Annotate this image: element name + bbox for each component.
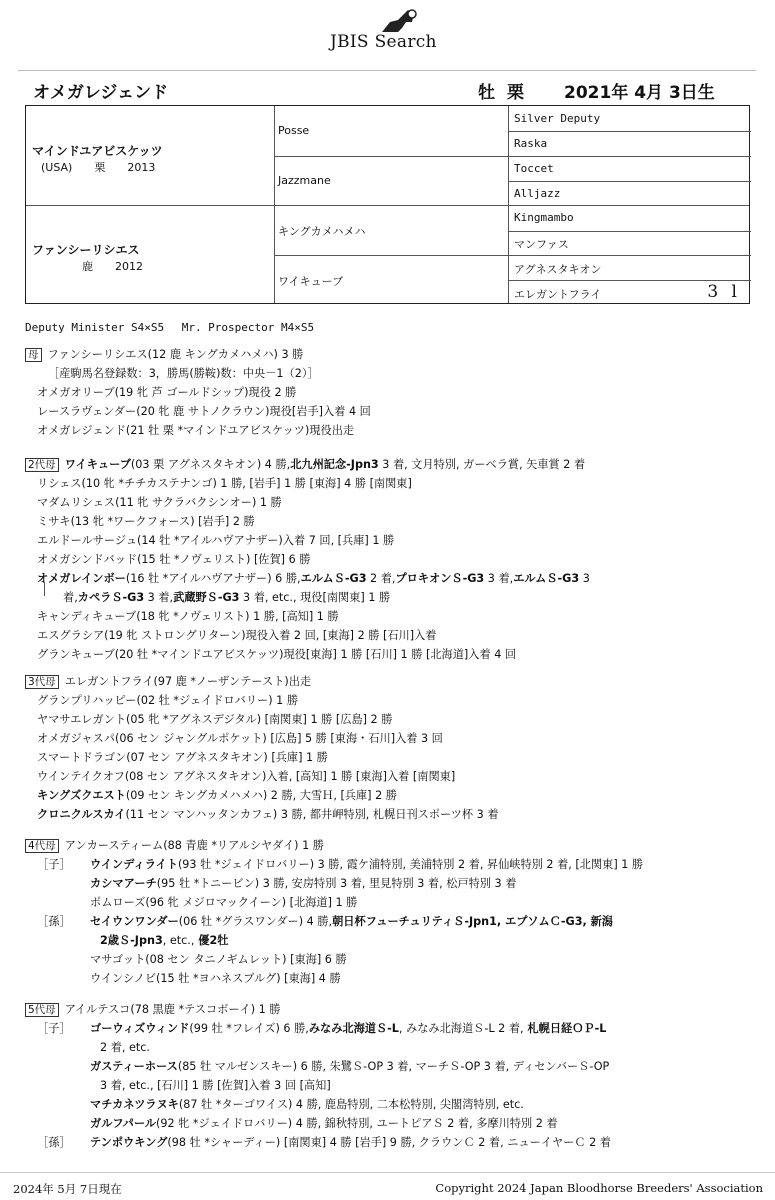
list-item[interactable]: マサゴット(08 セン タニノギムレット) [東海] 6 勝 <box>90 953 347 966</box>
horse-sex: 牡 <box>478 83 495 103</box>
list-item[interactable] <box>90 1115 558 1131</box>
rainbow-cont-2: 3 着, etc., 現役[南関東] 1 勝 <box>239 591 391 604</box>
pedigree-table <box>25 105 750 304</box>
gen3-dam-line: エレガントフライ(97 鹿 *ノーザンテースト)出走 <box>64 675 312 688</box>
children-label: ［子］ <box>37 1022 71 1035</box>
great-grand-6[interactable]: マンファス <box>514 238 569 251</box>
rainbow-name: オメガレインボー <box>37 572 126 585</box>
grandsire-maternal[interactable]: キングカメハメハ <box>278 225 366 238</box>
gen5-tag: 5代母 <box>25 1003 59 1017</box>
gen2-dam-info: (03 栗 アグネスタキオン) 4 勝, <box>130 458 291 471</box>
gen3-tag: 3代母 <box>25 675 59 689</box>
list-item[interactable] <box>90 856 643 872</box>
c1-name: ウインディライト <box>90 858 178 871</box>
g5c1-race: みなみ北海道Ｓ-L <box>308 1022 399 1035</box>
g5c1-race-2: 札幌日経ＯＰ-L <box>523 1022 607 1035</box>
dam-info: 鹿 2012 <box>82 260 143 273</box>
rainbow-cont-race-2: 武蔵野Ｓ-G3 <box>173 591 240 604</box>
rainbow-info: (16 牡 *アイルハヴアナザー) 6 勝, <box>125 572 301 585</box>
kq-info: (09 セン キングカメハメハ) 2 勝, 大雪Ｈ, [兵庫] 2 勝 <box>125 789 397 802</box>
g5c3-info: (87 牡 *ターゴワイス) 4 勝, 鹿島特別, 二本松特別, 尖閣湾特別, etc. <box>178 1098 524 1111</box>
list-item[interactable]: オメガレジェンド(21 牡 栗 *マインドユアビスケッツ)現役出走 <box>37 424 355 437</box>
rainbow-res-3: 3 <box>579 572 590 585</box>
horse-name: オメガレジェンド <box>33 83 169 103</box>
sire-info: (USA) 栗 2013 <box>41 161 156 174</box>
list-item[interactable]: ポムローズ(96 牝 メジロマックイーン) [北海道] 1 勝 <box>90 896 358 909</box>
g5c1-name: ゴーウィズウィンド <box>90 1022 190 1035</box>
gen2-dam-info-2: 3 着, 文月特別, ガーベラ賞, 矢車賞 2 着 <box>378 458 586 471</box>
granddam-paternal[interactable]: Jazzmane <box>278 174 331 187</box>
dam-tag: 母 <box>25 348 42 362</box>
cs-info: (11 セン マンハッタンカフェ) 3 勝, 都井岬特別, 札幌日刊スポーツ杯 3 着 <box>125 808 499 821</box>
grandchildren-label: ［孫］ <box>37 915 71 928</box>
g5g1-info: (98 牡 *シャーディー) [南関東] 4 勝 [岩手] 9 勝, クラウンＣ 2 着, ニューイヤーＣ 2 着 <box>167 1136 611 1149</box>
rainbow-cont-0: 着, <box>63 591 78 604</box>
list-item[interactable]: ヤマサエレガント(05 牝 *アグネスデジタル) [南関東] 1 勝 [広島] 2 勝 <box>37 713 393 726</box>
list-item[interactable] <box>90 1096 524 1112</box>
horse-color: 栗 <box>507 83 524 103</box>
horse-title <box>33 78 733 102</box>
list-item[interactable] <box>90 1020 606 1036</box>
g1-name: セイウンワンダー <box>90 915 179 928</box>
list-item[interactable]: スマートドラゴン(07 セン アグネスタキオン) [兵庫] 1 勝 <box>37 751 328 764</box>
sire-cell <box>32 142 163 175</box>
grandsire-paternal[interactable]: Posse <box>278 124 310 137</box>
footer-copyright: Copyright 2024 Japan Bloodhorse Breeders' Association <box>435 1181 763 1195</box>
g1-cont-rest: , etc., <box>162 934 195 947</box>
list-item[interactable] <box>90 913 613 929</box>
gen4-tag: 4代母 <box>25 839 59 853</box>
list-item[interactable] <box>37 806 499 822</box>
cs-name: クロニクルスカイ <box>37 808 126 821</box>
header-divider <box>18 70 756 71</box>
list-item[interactable]: エルドールサージュ(14 牡 *アイルハヴアナザー)入着 7 回, [兵庫] 1 勝 <box>37 534 395 547</box>
dam-cell <box>32 241 143 274</box>
rainbow-race-2: プロキオンＳ-G3 <box>395 572 485 585</box>
dam-name[interactable]: ファンシーリシエス <box>32 243 140 257</box>
list-item[interactable] <box>37 787 397 803</box>
list-item[interactable]: グランプリハッピー(02 牡 *ジェイドロバリー) 1 勝 <box>37 694 299 707</box>
g5c4-info: (92 牝 *ジェイドロバリー) 4 勝, 錦秋特別, ユートピアＳ 2 着, 多摩川特別 2 着 <box>156 1117 558 1130</box>
kq-name: キングズクエスト <box>37 789 126 802</box>
g5c1-res: , みなみ北海道Ｓ-L 2 着, <box>398 1022 524 1035</box>
gen4-dam-line: アンカースティーム(88 青鹿 *リアルシヤダイ) 1 勝 <box>64 839 324 852</box>
c1-info: (93 牡 *ジェイドロバリー) 3 勝, 霞ケ浦特別, 美浦特別 2 着, 昇仙峡特別 2 着, [北関東] 1 勝 <box>177 858 644 871</box>
g5c1-continued: 2 着, etc. <box>100 1041 150 1054</box>
g5c3-name: マチカネツラヌキ <box>90 1098 179 1111</box>
g5c2-info: (85 牡 マルゼンスキー) 6 勝, 朱鷺Ｓ-OP 3 着, マーチＳ-OP 3 着, ディセンバーＳ-OP <box>177 1060 610 1073</box>
granddam-maternal[interactable]: ワイキューブ <box>278 275 344 288</box>
g1-continued <box>100 932 228 948</box>
list-item[interactable]: オメガジャスパ(06 セン ジャングルポケット) [広島] 5 勝 [東海・石川]入着 3 回 <box>37 732 443 745</box>
g5c2-name: ガスティーホース <box>90 1060 178 1073</box>
great-grand-3[interactable]: Toccet <box>514 162 554 175</box>
list-item[interactable]: ウインシノビ(15 牡 *ヨハネスブルグ) [東海] 4 勝 <box>90 972 341 985</box>
gen2-tag: 2代母 <box>25 458 59 472</box>
list-item[interactable]: ウインテイクオフ(08 セン アグネスタキオン)入着, [高知] 1 勝 [東海]入着 [南関東] <box>37 770 456 783</box>
dam-produce-summary: ［産駒馬名登録数：3，勝馬(勝鞍)数：中央－1（2）］ <box>48 367 319 380</box>
great-grand-2[interactable]: Raska <box>514 137 548 150</box>
list-item[interactable] <box>90 875 516 891</box>
horse-birth: 2021年 4月 3日生 <box>564 83 715 103</box>
great-grand-8[interactable]: エレガントフライ <box>514 288 602 301</box>
rainbow-cont-1: 3 着, <box>144 591 174 604</box>
footer-date: 2024年 5月 7日現在 <box>13 1182 122 1196</box>
g1-cont-race: 2歳Ｓ-Jpn3 <box>100 934 163 947</box>
list-item[interactable]: レースラヴェンダー(20 牝 鹿 サトノクラウン)現役[岩手]入着 4 回 <box>37 405 371 418</box>
rainbow-res-2: 3 着, <box>484 572 514 585</box>
jbis-search-logo[interactable] <box>326 8 466 54</box>
rainbow-race-1: エルムＳ-G3 <box>300 572 367 585</box>
list-item[interactable]: エスグラシア(19 牝 ストロングリターン)現役入着 2 回, [東海] 2 勝 [石川]入着 <box>37 629 437 642</box>
g1-info: (06 牡 *グラスワンダー) 4 勝, <box>178 915 333 928</box>
list-item[interactable]: キャンディキューブ(18 牝 *ノヴェリスト) 1 勝, [高知] 1 勝 <box>37 610 339 623</box>
rainbow-continued <box>63 589 390 605</box>
footer-divider <box>0 1172 775 1173</box>
list-item[interactable]: グランキューブ(20 牡 *マインドユアビスケッツ)現役[東海] 1 勝 [石川] 1 勝 [北海道]入着 4 回 <box>37 648 517 661</box>
sire-name[interactable]: マインドユアビスケッツ <box>32 144 163 158</box>
great-grand-4[interactable]: Alljazz <box>514 187 561 200</box>
gen5-dam-line: アイルテスコ(78 黒鹿 *テスコボーイ) 1 勝 <box>64 1003 281 1016</box>
rainbow-res-1: 2 着, <box>366 572 396 585</box>
list-item[interactable] <box>90 1058 609 1074</box>
family-number: 3 l <box>707 282 741 302</box>
list-item[interactable] <box>90 1134 611 1150</box>
grandchildren-label: ［孫］ <box>37 1136 71 1149</box>
children-label: ［子］ <box>37 858 71 871</box>
continuation-bar <box>44 582 45 596</box>
g5g1-name: テンポウキング <box>90 1136 168 1149</box>
g1-races: 朝日杯フューチュリティＳ-Jpn1, エプソムＣ-G3, 新潟 <box>332 915 613 928</box>
list-item[interactable] <box>37 570 590 586</box>
g5c2-continued: 3 着, etc., [石川] 1 勝 [佐賀]入着 3 回 [高知] <box>100 1079 331 1092</box>
list-item[interactable]: ミサキ(13 牝 *ワークフォース) [岩手] 2 勝 <box>37 515 255 528</box>
c2-info: (95 牡 *トニービン) 3 勝, 安房特別 3 着, 里見特別 3 着, 松戸特別 3 着 <box>156 877 517 890</box>
dam-line: ファンシーリシエス(12 鹿 キングカメハメハ) 3 勝 <box>47 348 304 361</box>
inbreeding-info: Deputy Minister S4×S5 Mr. Prospector M4×S5 <box>25 321 315 334</box>
list-item[interactable]: オメガシンドバッド(15 牡 *ノヴェリスト) [佐賀] 6 勝 <box>37 553 311 566</box>
list-item[interactable]: リシェス(10 牝 *チチカステナンゴ) 1 勝, [岩手] 1 勝 [東海] 4 勝 [南関東] <box>37 477 412 490</box>
rainbow-race-3: エルムＳ-G3 <box>513 572 580 585</box>
g1-award: 優2牡 <box>194 934 229 947</box>
c2-name: カシマアーチ <box>90 877 157 890</box>
g5c1-info: (99 牡 *フレイズ) 6 勝, <box>189 1022 309 1035</box>
list-item[interactable]: オメガオリーブ(19 牝 芦 ゴールドシップ)現役 2 勝 <box>37 386 297 399</box>
g5c4-name: ガルフパール <box>90 1117 157 1130</box>
gen2-dam-name[interactable]: ワイキューブ <box>64 458 131 471</box>
gen2-dam-race: 北九州記念-Jpn3 <box>290 458 379 471</box>
great-grand-1[interactable]: Silver Deputy <box>514 112 601 125</box>
logo-text: JBIS Search <box>330 32 437 52</box>
rainbow-cont-race-1: カペラＳ-G3 <box>77 591 145 604</box>
great-grand-5[interactable]: Kingmambo <box>514 211 574 224</box>
great-grand-7[interactable]: アグネスタキオン <box>514 263 602 276</box>
list-item[interactable]: マダムリシェス(11 牝 サクラバクシンオー) 1 勝 <box>37 496 282 509</box>
